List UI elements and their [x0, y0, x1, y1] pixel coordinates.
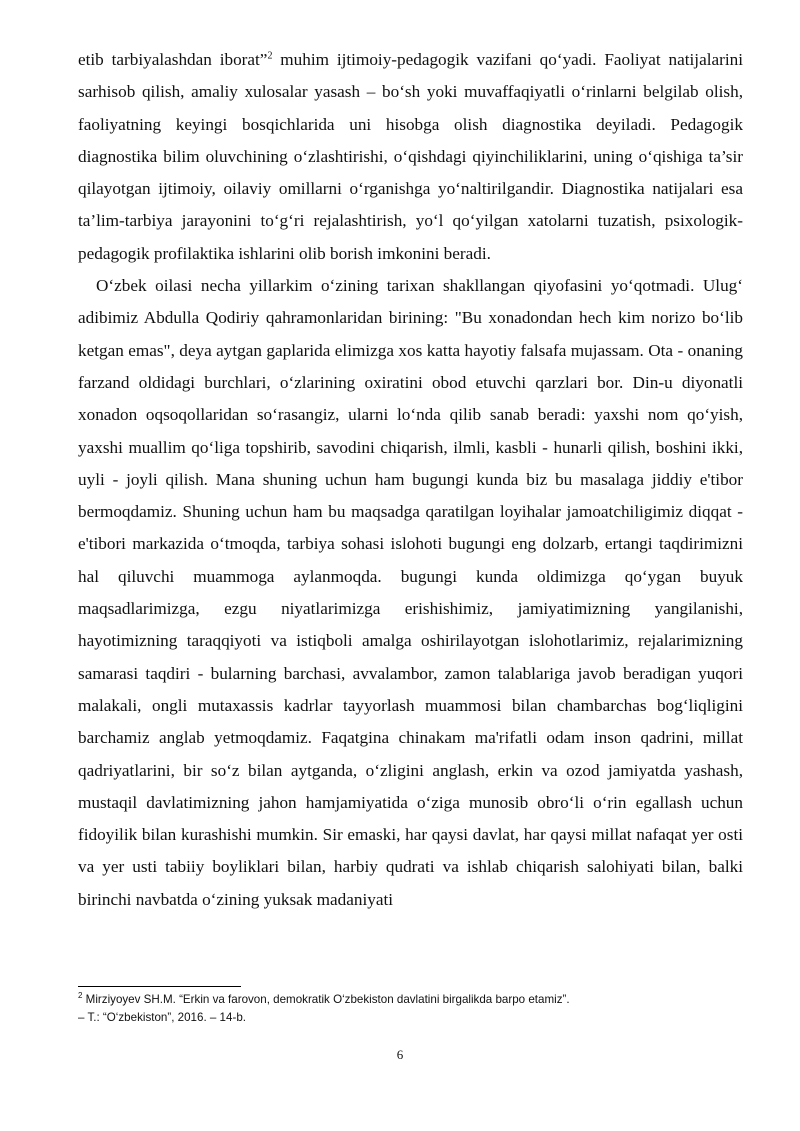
paragraph-2: O‘zbek oilasi necha yillarkim o‘zining tarixan shakllangan qiyofasini yo‘qotmadi. Ulug‘ adibimiz Abdulla Qodiriy qahramonlaridan birining: "Bu xonadondan hech kim norizo bo‘lib ketgan emas", deya aytgan gaplarida elimizga xos katta hayotiy falsafa mujassam. Ota - onaning farzand oldidagi burchlari, o‘zlarining oxiratini obod etuvchi qarzlari bor. Din-u diyonatli xonadon oqsoqollaridan so‘rasangiz, ularni lo‘nda qilib sanab beradi: yaxshi nom qo‘yish, yaxshi muallim qo‘liga topshirib, savodini chiqarish, ilmli, kasbli - hunarli qilish, boshini ikki, uyli - joyli qilish. Mana shuning uchun ham bugungi kunda biz bu masalaga jiddiy e'tibor bermoqdamiz. Shuning uchun ham bu maqsadga qaratilgan loyihalar jamoatchiligimiz diqqat - e'tibori markazida o‘tmoqda, tarbiya sohasi islohoti bugungi eng dolzarb, ertangi taqdirimizni hal qiluvchi muammoga aylanmoqda. bugungi kunda oldimizga qo‘ygan buyuk maqsadlarimizga, ezgu niyatlarimizga erishishimiz, jamiyatimizning yangilanishi, hayotimizning taraqqiyoti va istiqboli amalga oshirilayotgan islohotlarimiz, rejalarimizning samarasi taqdiri - bularning barchasi, avvalambor, zamon talablariga javob beradigan yuqori malakali, ongli mutaxassis kadrlar tayyorlash muammosi bilan chambarchas bog‘liqligini barchamiz anglab yetmoqdamiz. Faqatgina chinakam ma'rifatli odam inson qadrini, millat qadriyatlarini, bir so‘z bilan aytganda, o‘zligini anglash, erkin va ozod jamiyatda yashash, mustaqil davlatimizning jahon hamjamiyatida o‘ziga munosib obro‘li o‘rin egallash uchun fidoyilik bilan kurashishi mumkin. Sir emaski, har qaysi davlat, har qaysi millat nafaqat yer osti va yer usti tabiiy boyliklari bilan, harbiy qudrati va ishlab chiqarish salohiyati bilan, balki birinchi navbatda o‘zining yuksak madaniyati	[78, 276, 743, 909]
paragraph-1-start: etib tarbiyalashdan iborat”	[78, 50, 268, 69]
paragraph-1-rest: muhim ijtimoiy-pedagogik vazifani qo‘yadi. Faoliyat natijalarini sarhisob qilish, amaliy xulosalar yasash – bo‘sh yoki muvaffaqiyatli o‘rinlarni belgilab olish, faoliyatning keyingi bosqichlarida uni hisobga olish diagnostika deyiladi. Pedagogik diagnostika bilim oluvchining o‘zlashtirishi, o‘qishdagi qiyinchiliklarini, uning o‘qishiga ta’sir qilayotgan ijtimoiy, oilaviy omillarni o‘rganishga yo‘naltirilgandir. Diagnostika natijalari esa ta’lim-tarbiya jarayonini to‘g‘ri rejalashtirish, yo‘l qo‘yilgan xatolarni tuzatish, psixologik-pedagogik profilaktika ishlarini olib borish imkonini beradi.	[78, 50, 743, 263]
footnote-mark: 2	[78, 991, 83, 1001]
paragraph-1	[78, 44, 743, 270]
footnote-line-1	[78, 991, 743, 1009]
page-number: 6	[396, 1047, 404, 1062]
footnote-reference[interactable]: 2	[267, 50, 273, 62]
footnote-citation: Mirziyoyev SH.M. “Erkin va farovon, demokratik O‘zbekiston davlatini birgalikda barpo etamiz”.	[82, 993, 570, 1006]
footnote-line-2: – T.: “O‘zbekiston”, 2016. – 14-b.	[78, 1011, 246, 1024]
footnote-separator	[78, 986, 241, 987]
footnote	[78, 991, 743, 1027]
body-text	[78, 44, 743, 916]
